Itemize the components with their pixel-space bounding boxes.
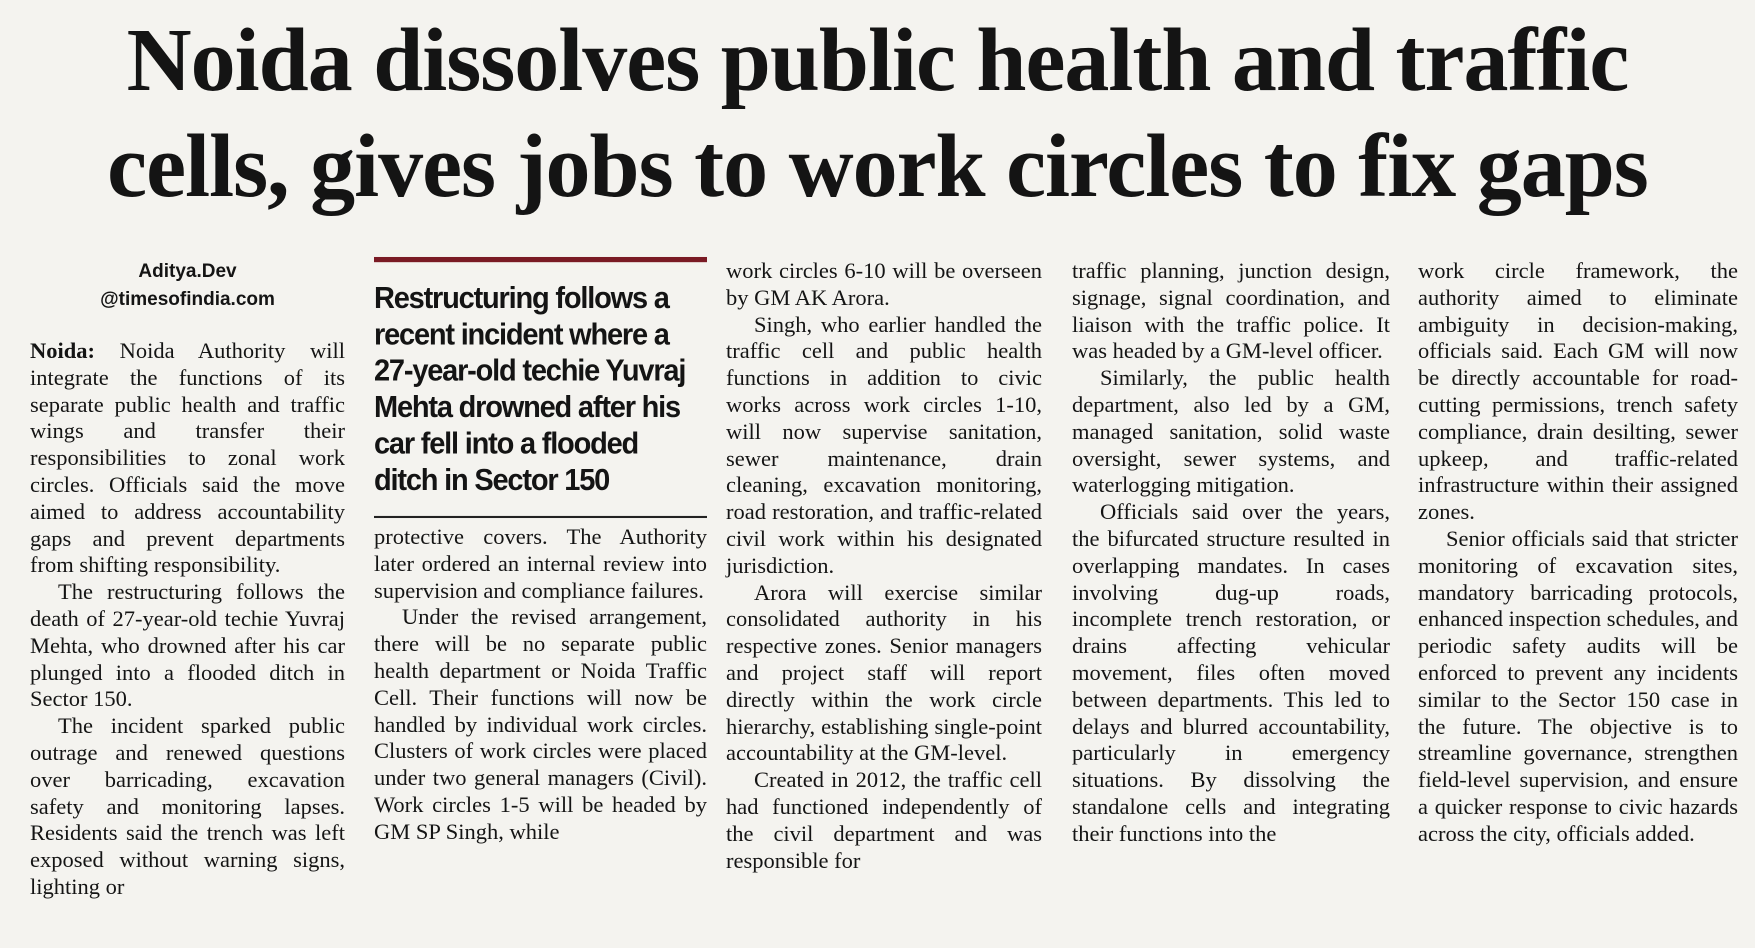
article-column-5 [1418,258,1738,848]
article-paragraph: Senior officials said that stricter monitoring of excavation sites, mandatory barricading protocols, enhanced inspection schedules, and periodic safety audits will be enforced to prevent any incidents similar to the Sector 150 case in the future. The objective is to streamline governance, strengthen field-level supervision, and ensure a quicker response to civic hazards across the city, officials added. [1418,525,1738,846]
headline [0,8,1755,220]
article-paragraph: work circle framework, the authority aimed to eliminate ambiguity in decision-making, officials said. Each GM will now be directly accountable for road-cutting permissions, trench safety compliance, drain desilting, sewer upkeep, and traffic-related infrastructure within their assigned zones. [1418,258,1738,525]
article-paragraph: Singh, who earlier handled the traffic cell and public health functions in addition to civic works across work circles 1-10, will now supervise sanitation, sewer maintenance, drain cleaning, excavation monitoring, road restoration, and traffic-related civil work within his designated jurisdiction. [726,311,1042,578]
article-paragraph: The restructuring follows the death of 27-year-old techie Yuvraj Mehta, who drowned after his car plunged into a flooded ditch in Sector 150. [30,579,345,712]
article-paragraph: The incident sparked public outrage and renewed questions over barricading, excavation safety and monitoring lapses. Residents said the trench was left exposed without warning signs, lighting or [30,713,345,899]
article-paragraph: traffic planning, junction design, signage, signal coordination, and liaison with the traffic police. It was headed by a GM-level officer. [1072,258,1390,364]
article-paragraph: Similarly, the public health department, also led by a GM, managed sanitation, solid waste oversight, sewer systems, and waterlogging mitigation. [1072,365,1390,498]
article-column-4 [1072,258,1390,848]
lead-text: Noida Authority will integrate the functions of its separate public health and traffic wings and transfer their responsibilities to zonal work circles. Officials said the move aimed to address accountability gaps and prevent departments from shifting responsibility. [30,338,345,578]
article-paragraph: protective covers. The Authority later ordered an internal review into supervision and compliance failures. [374,524,707,603]
dateline: Noida: [30,338,96,363]
headline-line-1: Noida dissolves public health and traffic [126,11,1629,110]
article-paragraph: Arora will exercise similar consolidated authority in his respective zones. Senior managers and project staff will report directly within the work circle hierarchy, establishing single-point accountability at the GM-level. [726,579,1042,766]
article-paragraph: Under the revised arrangement, there will be no separate public health department or Noida Traffic Cell. Their functions will now be handled by individual work circles. Clusters of work circles were placed under two general managers (Civil). Work circles 1-5 will be headed by GM SP Singh, while [374,604,707,844]
byline-author: Aditya.Dev [138,261,237,282]
byline [30,258,345,314]
article-paragraph: Created in 2012, the traffic cell had functioned independently of the civil department and was responsible for [726,767,1042,873]
byline-email: @timesofindia.com [100,289,275,310]
pull-quote: Restructuring follows a recent incident where a 27-year-old techie Yuvraj Mehta drowned after his car fell into a flooded ditch in Sector 150 [374,257,707,518]
article-column-3 [726,258,1042,874]
headline-line-2: cells, gives jobs to work circles to fix gaps [107,117,1648,216]
article-paragraph [30,338,345,579]
article-paragraph: work circles 6-10 will be overseen by GM AK Arora. [726,258,1042,310]
article-paragraph: Officials said over the years, the bifurcated structure resulted in overlapping mandates. In cases involving dug-up roads, incomplete trench restoration, or drains affecting vehicular movement, files often moved between departments. This led to delays and blurred accountability, particularly in emergency situations. By dissolving the standalone cells and integrating their functions into the [1072,499,1390,846]
